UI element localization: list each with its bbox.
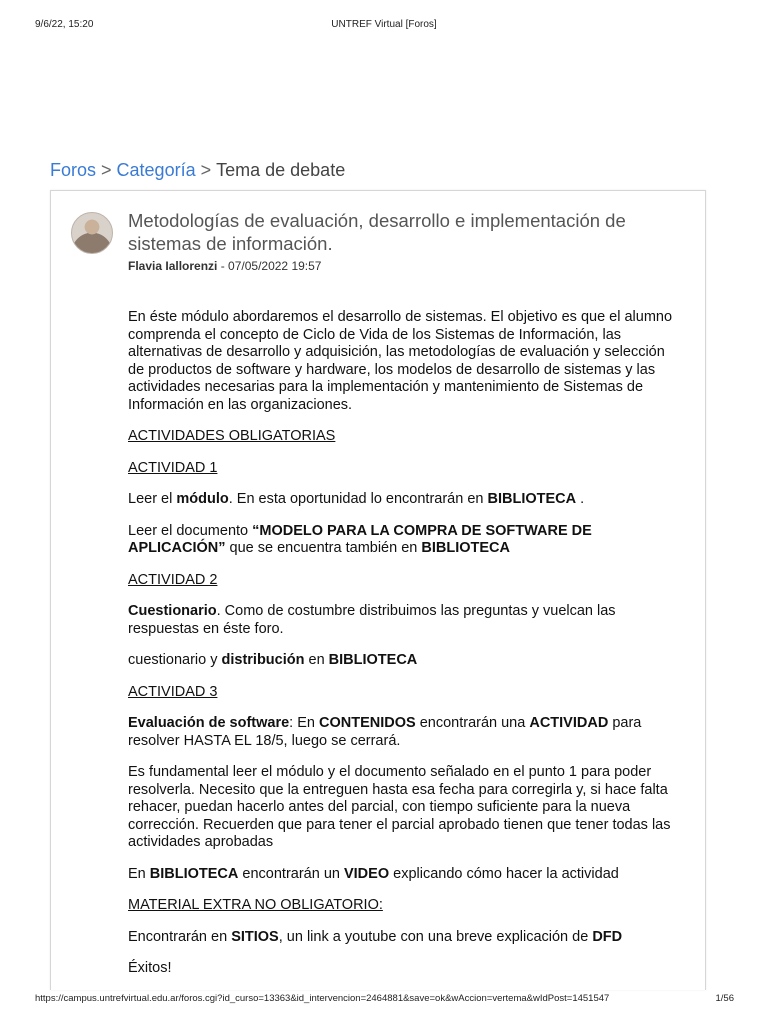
avatar[interactable] [71, 212, 113, 254]
forum-post-card [50, 190, 706, 990]
print-header [0, 19, 768, 33]
post-date: 07/05/2022 19:57 [228, 259, 322, 273]
activity-3-paragraph-3: En BIBLIOTECA encontrarán un VIDEO explicando cómo hacer la actividad [128, 865, 619, 882]
meta-separator: - [217, 259, 229, 273]
print-datetime: 9/6/22, 15:20 [35, 19, 94, 30]
intro-paragraph: En éste módulo abordaremos el desarrollo de sistemas. El objetivo es que el alumno comprenda el concepto de Ciclo de Vida de los Sistemas de Información, las alternativas de desarrollo y adquisición, las metodologías de evaluación y selección de productos de software y hardware, los modelos de desarrollo de sistemas y las actividades necesarias para la implementación y mantenimiento de Sistemas de Información en las organizaciones. [128, 309, 673, 413]
extra-material-paragraph: Encontrarán en SITIOS, un link a youtube con una breve explicación de DFD [128, 928, 623, 945]
print-page-number: 1/56 [715, 993, 734, 1004]
activity-1-heading: ACTIVIDAD 1 [128, 459, 218, 476]
post-title: Metodologías de evaluación, desarrollo e implementación de sistemas de información. [128, 210, 626, 254]
activity-1-paragraph-2: Leer el documento “MODELO PARA LA COMPRA DE SOFTWARE DE APLICACIÓN” que se encuentra también en BIBLIOTECA [128, 522, 592, 556]
post-author[interactable]: Flavia Iallorenzi [128, 259, 218, 273]
breadcrumb-link-categoria[interactable]: Categoría [116, 160, 196, 180]
activity-2-heading: ACTIVIDAD 2 [128, 571, 218, 588]
print-url: https://campus.untrefvirtual.edu.ar/foros.cgi?id_curso=13363&id_intervencion=2464881&save=ok&wAccion=vertema&wIdPost=1451547 [35, 993, 610, 1004]
breadcrumb-separator: > [101, 160, 112, 180]
post-meta [128, 259, 321, 273]
activity-3-heading: ACTIVIDAD 3 [128, 683, 218, 700]
activity-3-paragraph-1: Evaluación de software: En CONTENIDOS encontrarán una ACTIVIDAD para resolver HASTA EL 18/5, luego se cerrará. [128, 715, 642, 749]
activity-3-paragraph-2: Es fundamental leer el módulo y el documento señalado en el punto 1 para poder resolverla. Necesito que la entreguen hasta esa fecha para corregirla y, si hace falta rehacer, puedan hacerlo antes del parcial, con tiempo suficiente para la nueva corrección. Recuerden que para tener el parcial aprobado tienen que tener todas las actividades aprobadas [128, 764, 671, 850]
print-footer [0, 993, 768, 1007]
breadcrumb-link-foros[interactable]: Foros [50, 160, 97, 180]
activity-2-paragraph-2: cuestionario y distribución en BIBLIOTECA [128, 652, 418, 668]
activity-1-paragraph-1: Leer el módulo. En esta oportunidad lo encontrarán en BIBLIOTECA . [128, 491, 585, 507]
section-heading-mandatory: ACTIVIDADES OBLIGATORIAS [128, 428, 336, 444]
breadcrumb-current: Tema de debate [216, 160, 346, 180]
extra-material-heading: MATERIAL EXTRA NO OBLIGATORIO: [128, 897, 383, 913]
activity-2-paragraph-1: Cuestionario. Como de costumbre distribuimos las preguntas y vuelcan las respuestas en éste foro. [128, 603, 616, 637]
print-page-title: UNTREF Virtual [Foros] [331, 19, 437, 30]
closing-text: Éxitos! [128, 960, 172, 976]
post-body [128, 309, 673, 992]
breadcrumb [50, 158, 345, 182]
breadcrumb-separator: > [200, 160, 212, 180]
